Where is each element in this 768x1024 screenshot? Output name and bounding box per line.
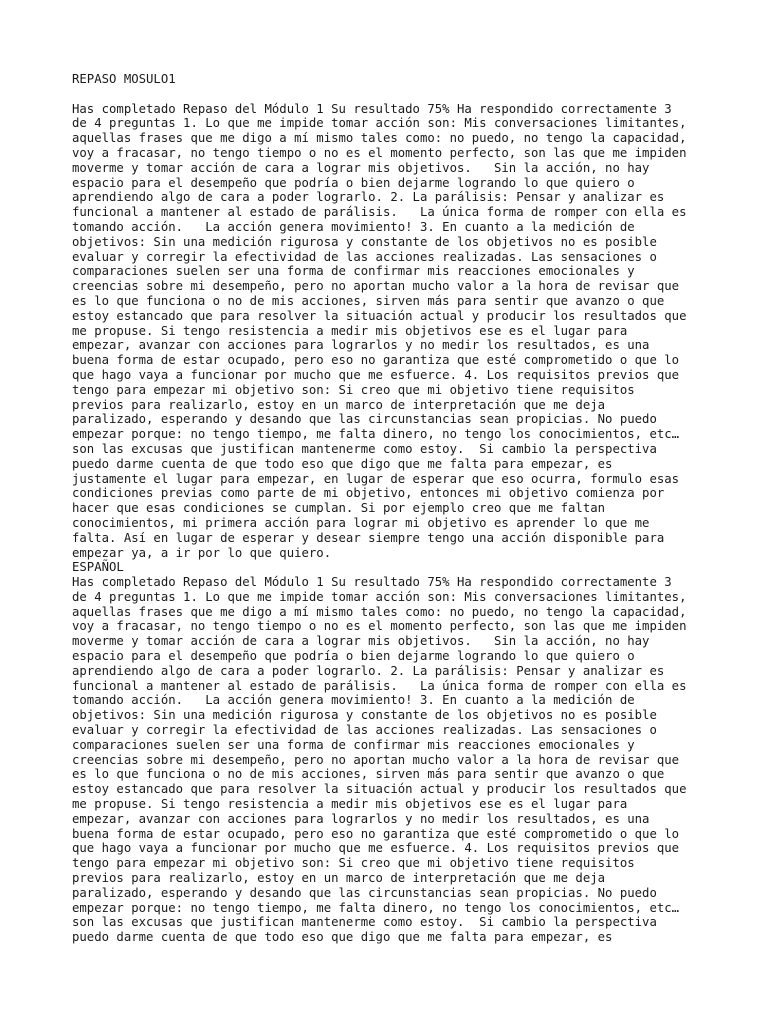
text-line: evaluar y corregir la efectividad de las acciones realizadas. Las sensaciones o [72, 249, 657, 264]
text-line: justamente el lugar para empezar, en lugar de esperar que eso ocurra, formulo esas [72, 471, 680, 486]
text-line: funcional a mantener al estado de parálisis. La única forma de romper con ella es [72, 205, 687, 220]
text-line: voy a fracasar, no tengo tiempo o no es el momento perfecto, son las que me impiden [72, 619, 687, 634]
document-title: REPASO MOSULO1 [72, 72, 176, 86]
paragraph-block-1 [72, 102, 712, 561]
text-line: de 4 preguntas 1. Lo que me impide tomar acción son: Mis conversaciones limitantes, [72, 589, 687, 604]
text-line: tengo para empezar mi objetivo son: Si creo que mi objetivo tiene requisitos [72, 856, 635, 871]
text-line: comparaciones suelen ser una forma de confirmar mis reacciones emocionales y [72, 264, 635, 279]
text-line: tomando acción. La acción genera movimiento! 3. En cuanto a la medición de [72, 219, 635, 234]
text-line: aquellas frases que me digo a mí mismo tales como: no puedo, no tengo la capacidad, [72, 604, 687, 619]
text-line: hacer que esas condiciones se cumplan. Si por ejemplo creo que me faltan [72, 501, 606, 516]
text-line: evaluar y corregir la efectividad de las acciones realizadas. Las sensaciones o [72, 723, 657, 738]
text-line: previos para realizarlo, estoy en un marco de interpretación que me deja [72, 871, 606, 886]
text-line: paralizado, esperando y desando que las circunstancias sean propicias. No puedo [72, 885, 657, 900]
text-line: conocimientos, mi primera acción para lograr mi objetivo es aprender lo que me [72, 515, 650, 530]
text-line: espacio para el desempeño que podría o bien dejarme logrando lo que quiero o [72, 175, 635, 190]
text-line: moverme y tomar acción de cara a lograr mis objetivos. Sin la acción, no hay [72, 634, 650, 649]
text-line: aprendiendo algo de cara a poder lograrlo. 2. La parálisis: Pensar y analizar es [72, 190, 665, 205]
text-line: objetivos: Sin una medición rigurosa y constante de los objetivos no es posible [72, 708, 657, 723]
text-line: Has completado Repaso del Módulo 1 Su resultado 75% Ha respondido correctamente 3 [72, 575, 672, 590]
text-line: moverme y tomar acción de cara a lograr mis objetivos. Sin la acción, no hay [72, 160, 650, 175]
text-line: estoy estancado que para resolver la situación actual y producir los resultados que [72, 308, 687, 323]
text-line: de 4 preguntas 1. Lo que me impide tomar acción son: Mis conversaciones limitantes, [72, 116, 687, 131]
text-line: puedo darme cuenta de que todo eso que digo que me falta para empezar, es [72, 456, 613, 471]
text-line: me propuse. Si tengo resistencia a medir mis objetivos ese es el lugar para [72, 797, 628, 812]
text-line: es lo que funciona o no de mis acciones, sirven más para sentir que avanzo o que [72, 293, 665, 308]
text-line: empezar porque: no tengo tiempo, me falta dinero, no tengo los conocimientos, etc… [72, 900, 680, 915]
text-line: funcional a mantener al estado de parálisis. La única forma de romper con ella es [72, 678, 687, 693]
paragraph-block-2 [72, 575, 712, 945]
text-line: que hago vaya a funcionar por mucho que me esfuerce. 4. Los requisitos previos que [72, 841, 680, 856]
text-line: empezar porque: no tengo tiempo, me falta dinero, no tengo los conocimientos, etc… [72, 427, 680, 442]
text-line: creencias sobre mi desempeño, pero no aportan mucho valor a la hora de revisar que [72, 279, 680, 294]
text-line: condiciones previas como parte de mi objetivo, entonces mi objetivo comienza por [72, 486, 665, 501]
document-page [72, 72, 712, 945]
text-line: estoy estancado que para resolver la situación actual y producir los resultados que [72, 782, 687, 797]
text-line: paralizado, esperando y desando que las circunstancias sean propicias. No puedo [72, 412, 657, 427]
text-line: puedo darme cuenta de que todo eso que digo que me falta para empezar, es [72, 930, 613, 945]
text-line: tengo para empezar mi objetivo son: Si creo que mi objetivo tiene requisitos [72, 382, 635, 397]
text-line: me propuse. Si tengo resistencia a medir mis objetivos ese es el lugar para [72, 323, 628, 338]
text-line: aquellas frases que me digo a mí mismo tales como: no puedo, no tengo la capacidad, [72, 131, 687, 146]
text-line: previos para realizarlo, estoy en un marco de interpretación que me deja [72, 397, 606, 412]
text-line: buena forma de estar ocupado, pero eso no garantiza que esté comprometido o que lo [72, 826, 680, 841]
text-line: que hago vaya a funcionar por mucho que me esfuerce. 4. Los requisitos previos que [72, 367, 680, 382]
text-line: Has completado Repaso del Módulo 1 Su resultado 75% Ha respondido correctamente 3 [72, 101, 672, 116]
text-line: falta. Así en lugar de esperar y desear siempre tengo una acción disponible para [72, 530, 665, 545]
text-line: son las excusas que justifican mantenerme como estoy. Si cambio la perspectiva [72, 441, 657, 456]
text-line: creencias sobre mi desempeño, pero no aportan mucho valor a la hora de revisar que [72, 752, 680, 767]
text-line: objetivos: Sin una medición rigurosa y constante de los objetivos no es posible [72, 234, 657, 249]
text-line: comparaciones suelen ser una forma de confirmar mis reacciones emocionales y [72, 737, 635, 752]
text-line: son las excusas que justifican mantenerme como estoy. Si cambio la perspectiva [72, 915, 657, 930]
text-line: buena forma de estar ocupado, pero eso no garantiza que esté comprometido o que lo [72, 353, 680, 368]
text-line: empezar, avanzar con acciones para lograrlos y no medir los resultados, es una [72, 811, 650, 826]
text-line: es lo que funciona o no de mis acciones, sirven más para sentir que avanzo o que [72, 767, 665, 782]
text-line: empezar, avanzar con acciones para lograrlos y no medir los resultados, es una [72, 338, 650, 353]
section-heading-espanol: ESPAÑOL [72, 560, 124, 575]
text-line: tomando acción. La acción genera movimiento! 3. En cuanto a la medición de [72, 693, 635, 708]
text-line: espacio para el desempeño que podría o bien dejarme logrando lo que quiero o [72, 649, 635, 664]
text-line: aprendiendo algo de cara a poder lograrlo. 2. La parálisis: Pensar y analizar es [72, 663, 665, 678]
text-line: empezar ya, a ir por lo que quiero. [72, 545, 332, 560]
text-line: voy a fracasar, no tengo tiempo o no es el momento perfecto, son las que me impiden [72, 145, 687, 160]
